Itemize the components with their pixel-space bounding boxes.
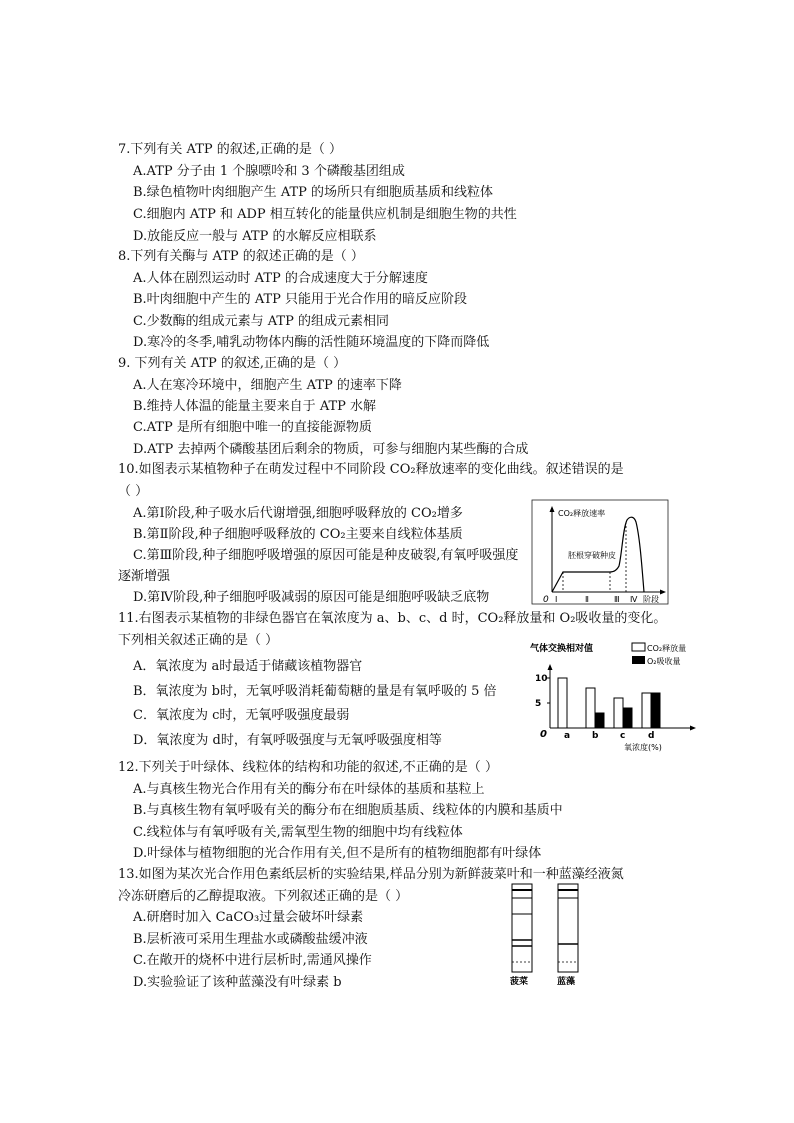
q11-option-a: A．氧浓度为 a时最适于储藏该植物器官 <box>133 659 363 674</box>
q7-option-d: D.放能反应一般与 ATP 的水解反应相联系 <box>133 229 377 244</box>
bar-co2-a <box>558 678 567 728</box>
q13-stem-cont: 冷冻研磨后的乙醇提取液。下列叙述正确的是（ ） <box>118 889 409 904</box>
x-tick-a: a <box>564 731 571 741</box>
q11-stem: 11.右图表示某植物的非绿色器官在氧浓度为 a、b、c、d 时，CO₂释放量和 O₂吸收量的变化。 <box>118 611 667 626</box>
q13-option-a: A.研磨时加入 CaCO₃过量会破坏叶绿素 <box>133 910 364 925</box>
q7-stem: 7.下列有关 ATP 的叙述,正确的是（ ） <box>118 142 343 157</box>
bar-o2-d <box>651 693 660 728</box>
q13-option-c: C.在敞开的烧杯中进行层析时,需通风操作 <box>133 953 372 968</box>
bar-co2-c <box>614 698 623 728</box>
q10-option-c-cont: 逐渐增强 <box>118 569 171 584</box>
q8-option-b: B.叶肉细胞中产生的 ATP 只能用于光合作用的暗反应阶段 <box>133 292 468 307</box>
q12-stem: 12.下列关于叶绿体、线粒体的结构和功能的叙述,不正确的是（ ） <box>118 760 498 775</box>
gas-exchange-bar-chart <box>524 640 704 758</box>
q9-option-c: C.ATP 是所有细胞中唯一的直接能源物质 <box>133 420 372 435</box>
co2-release-curve-figure <box>530 498 672 608</box>
q10-option-b: B.第Ⅱ阶段,种子细胞呼吸释放的 CO₂主要来自线粒体基质 <box>133 527 463 542</box>
q12-option-d: D.叶绿体与植物细胞的光合作用有关,但不是所有的植物细胞都有叶绿体 <box>133 846 542 861</box>
q12-option-c: C.线粒体与有氧呼吸有关,需氧型生物的细胞中均有线粒体 <box>133 825 463 840</box>
q11-option-c: C．氧浓度为 c时，无氧呼吸强度最弱 <box>133 708 350 723</box>
q9-option-a: A.人在寒冷环境中，细胞产生 ATP 的速率下降 <box>133 378 402 393</box>
fig10-xlabel: 阶段 <box>643 595 659 604</box>
y-tick-label: 10 <box>535 674 548 684</box>
q13-stem: 13.如图为某次光合作用色素纸层析的实验结果,样品分别为新鲜菠菜叶和一种蓝藻经液氮 <box>118 867 624 882</box>
q7-option-b: B.绿色植物叶肉细胞产生 ATP 的场所只有细胞质基质和线粒体 <box>133 185 494 200</box>
q10-option-c: C.第Ⅲ阶段,种子细胞呼吸增强的原因可能是种皮破裂,有氧呼吸强度 <box>133 548 519 563</box>
q12-option-b: B.与真核生物有氧呼吸有关的酶分布在细胞质基质、线粒体的内膜和基质中 <box>133 803 563 818</box>
fig10-stage-2: Ⅱ <box>585 595 589 604</box>
fig11-origin: 0 <box>540 729 547 740</box>
q12-option-a: A.与真核生物光合作用有关的酶分布在叶绿体的基质和基粒上 <box>133 782 485 797</box>
bar-o2-b <box>595 713 604 728</box>
fig11-title: 气体交换相对值 <box>530 644 594 654</box>
bar-co2-d <box>642 693 651 728</box>
x-tick-d: d <box>648 731 655 741</box>
q8-option-c: C.少数酶的组成元素与 ATP 的组成元素相同 <box>133 314 389 329</box>
legend-co2-swatch <box>632 643 645 651</box>
q13-option-b: B.层析液可采用生理盐水或磷酸盐缓冲液 <box>133 932 368 947</box>
fig10-origin: 0 <box>543 595 549 605</box>
x-tick-c: c <box>620 731 626 741</box>
fig10-stage-4: Ⅳ <box>630 595 638 604</box>
fig10-stage-1: Ⅰ <box>555 595 558 604</box>
bar-o2-c <box>623 708 632 728</box>
q8-option-d: D.寒冷的冬季,哺乳动物体内酶的活性随环境温度的下降而降低 <box>133 335 490 350</box>
strip-label-cyanobacteria: 蓝藻 <box>557 977 576 987</box>
y-tick-label: 5 <box>535 699 542 709</box>
x-tick-b: b <box>592 731 599 741</box>
fig10-stage-3: Ⅲ <box>614 595 620 604</box>
q7-option-a: A.ATP 分子由 1 个腺嘌呤和 3 个磷酸基团组成 <box>133 164 405 179</box>
legend-o2-label: O₂吸收量 <box>647 657 681 666</box>
q9-option-d: D.ATP 去掉两个磷酸基团后剩余的物质，可参与细胞内某些酶的合成 <box>133 442 529 457</box>
cyanobacteria-strip <box>558 884 578 972</box>
fig10-ylabel: CO₂释放速率 <box>558 509 606 518</box>
q11-stem-cont: 下列相关叙述正确的是（ ） <box>118 633 279 648</box>
q8-option-a: A.人体在剧烈运动时 ATP 的合成速度大于分解速度 <box>133 271 428 286</box>
q10-option-d: D.第Ⅳ阶段,种子细胞呼吸减弱的原因可能是细胞呼吸缺乏底物 <box>133 590 490 605</box>
fig10-annotation: 胚根穿破种皮 <box>568 551 616 560</box>
q11-option-d: D．氧浓度为 d时，有氧呼吸强度与无氧呼吸强度相等 <box>133 733 442 748</box>
chromatography-figure <box>500 880 600 990</box>
q7-option-c: C.细胞内 ATP 和 ADP 相互转化的能量供应机制是细胞生物的共性 <box>133 207 517 222</box>
q9-stem: 9. 下列有关 ATP 的叙述,正确的是（ ） <box>118 356 347 371</box>
bar-co2-b <box>586 688 595 728</box>
legend-co2-label: CO₂释放量 <box>647 644 687 653</box>
q10-option-a: A.第Ⅰ阶段,种子吸水后代谢增强,细胞呼吸释放的 CO₂增多 <box>133 506 463 521</box>
fig11-xlabel: 氧浓度(%) <box>624 743 662 752</box>
q10-stem: 10.如图表示某植物种子在萌发过程中不同阶段 CO₂释放速率的变化曲线。叙述错误的是 <box>118 462 624 477</box>
strip-label-spinach: 菠菜 <box>510 977 529 987</box>
q10-stem-cont: （ ） <box>118 484 149 499</box>
legend-o2-swatch <box>632 656 645 664</box>
spinach-strip <box>512 884 532 972</box>
q11-option-b: B．氧浓度为 b时，无氧呼吸消耗葡萄糖的量是有氧呼吸的 5 倍 <box>133 684 497 699</box>
q8-stem: 8.下列有关酶与 ATP 的叙述正确的是（ ） <box>118 249 364 264</box>
q13-option-d: D.实验验证了该种蓝藻没有叶绿素 b <box>133 975 342 990</box>
q9-option-b: B.维持人体温的能量主要来自于 ATP 水解 <box>133 399 377 414</box>
